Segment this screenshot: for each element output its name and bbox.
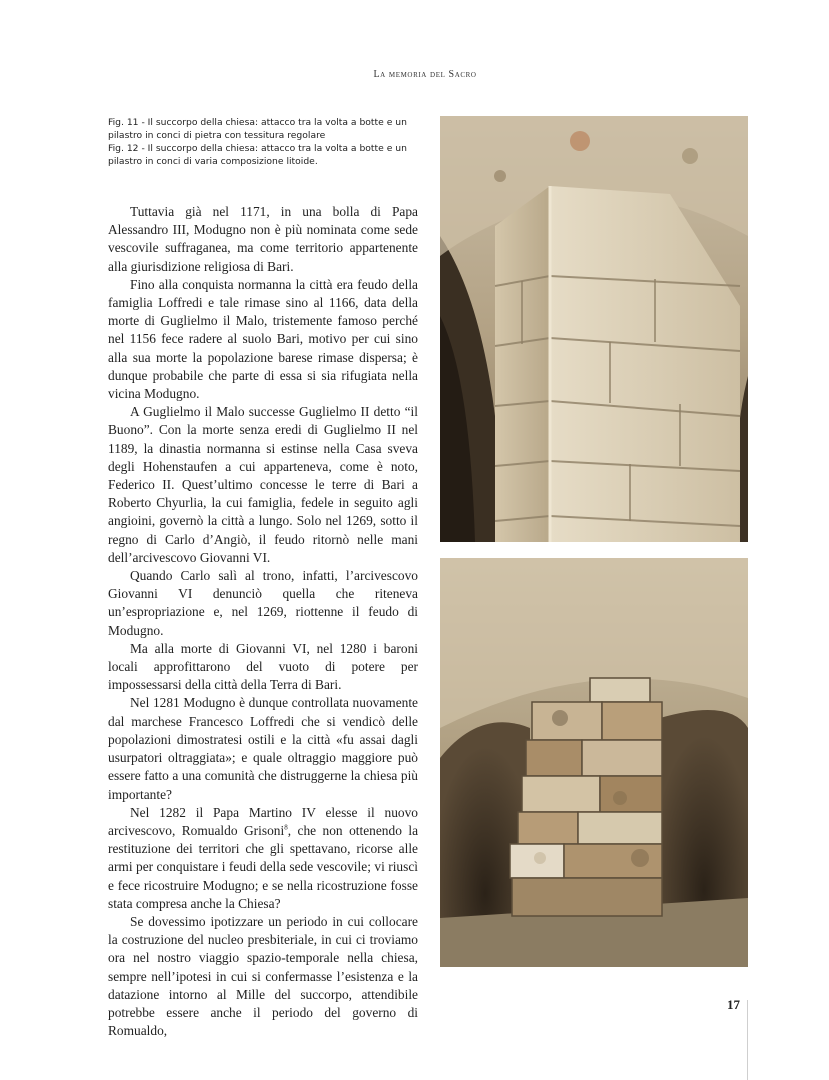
pilaster-mixed-image	[440, 558, 748, 967]
body-text	[108, 203, 418, 1040]
figure-caption	[108, 116, 428, 168]
figure-12-photo	[440, 558, 748, 967]
running-header: La memoria del Sacro	[373, 69, 477, 80]
paragraph: Nel 1281 Modugno è dunque controllata nuovamente dal marchese Francesco Loffredi che si vendicò delle popolazioni dimostratesi ostili e la città «fu assai dagli usurpatori oltraggiata»; e quale oltraggio maggiore può essere fatto a una comunità che distruggerne la chiesa più importante?	[108, 695, 418, 802]
footnote-reference: 8	[284, 823, 288, 832]
caption-line: pilastro in conci di varia composizione litoide.	[108, 156, 318, 167]
caption-line: Fig. 12 - Il succorpo della chiesa: attacco tra la volta a botte e un	[108, 143, 407, 154]
paragraph	[108, 804, 418, 913]
paragraph: Fino alla conquista normanna la città era feudo della famiglia Loffredi e tale rimase sino al 1166, data della morte di Guglielmo il Malo, tristemente famoso perché nel 1156 fece radere al suolo Bari, motivo per cui sino alla sua morte la popolazione barese rimase dispersa; è dunque probabile che parte di essa si sia rifugiata nella vicina Modugno.	[108, 276, 418, 402]
paragraph: Ma alla morte di Giovanni VI, nel 1280 i baroni locali approfittarono del vuoto di potere per impossessarsi della città della Terra di Bari.	[108, 640, 418, 693]
margin-rule	[747, 1000, 748, 1080]
paragraph: Quando Carlo salì al trono, infatti, l’arcivescovo Giovanni VI denunciò quella che riteneva un’espropriazione e, nel 1269, riottenne il feudo di Modugno.	[108, 568, 418, 638]
pilaster-regular-image	[440, 116, 748, 542]
paragraph: Tuttavia già nel 1171, in una bolla di Papa Alessandro III, Modugno non è più nominata come sede vescovile suffraganea, ma come territorio appartenente alla giurisdizione religiosa di Bari.	[108, 204, 418, 274]
caption-line: pilastro in conci di pietra con tessitura regolare	[108, 130, 326, 141]
caption-line: Fig. 11 - Il succorpo della chiesa: attacco tra la volta a botte e un	[108, 117, 407, 128]
paragraph-text: Nel 1282 il Papa Martino IV elesse il nuovo arcivescovo, Romualdo Grisoni	[108, 804, 418, 838]
page-number: 17	[727, 997, 740, 1012]
paragraph-text: , che non ottenendo la restituzione dei territori che gli spettavano, ricorse alle armi per conquistare i feudi della sede vescovile; vi riuscì e fece ricostruire Modugno; e se nella ricostruzione fosse stata compresa anche la Chiesa?	[108, 822, 419, 911]
paragraph: A Guglielmo il Malo successe Guglielmo II detto “il Buono”. Con la morte senza eredi di Guglielmo II nel 1189, la dinastia normanna si estinse nella Casa sveva degli Hohenstaufen a cui apparteneva, come è noto, Federico II. Quest’ultimo concesse le terre di Bari a Roberto Chyurlia, la cui famiglia, fedele in seguito agli angioini, governò la città a lungo. Solo nel 1269, sotto il regno di Carlo d’Angiò, il feudo ritornò nelle mani dell’arcivescovo Giovanni VI.	[108, 404, 418, 565]
figure-11-photo	[440, 116, 748, 542]
paragraph: Se dovessimo ipotizzare un periodo in cui collocare la costruzione del nucleo presbiteriale, in cui ci troviamo ora nel nostro viaggio spazio-temporale nella chiesa, sempre nell’ipotesi in cui si confermasse l’esistenza e la datazione intorno al Mille del succorpo, attendibile potrebbe essere anche il periodo del governo di Romualdo,	[108, 913, 418, 1039]
